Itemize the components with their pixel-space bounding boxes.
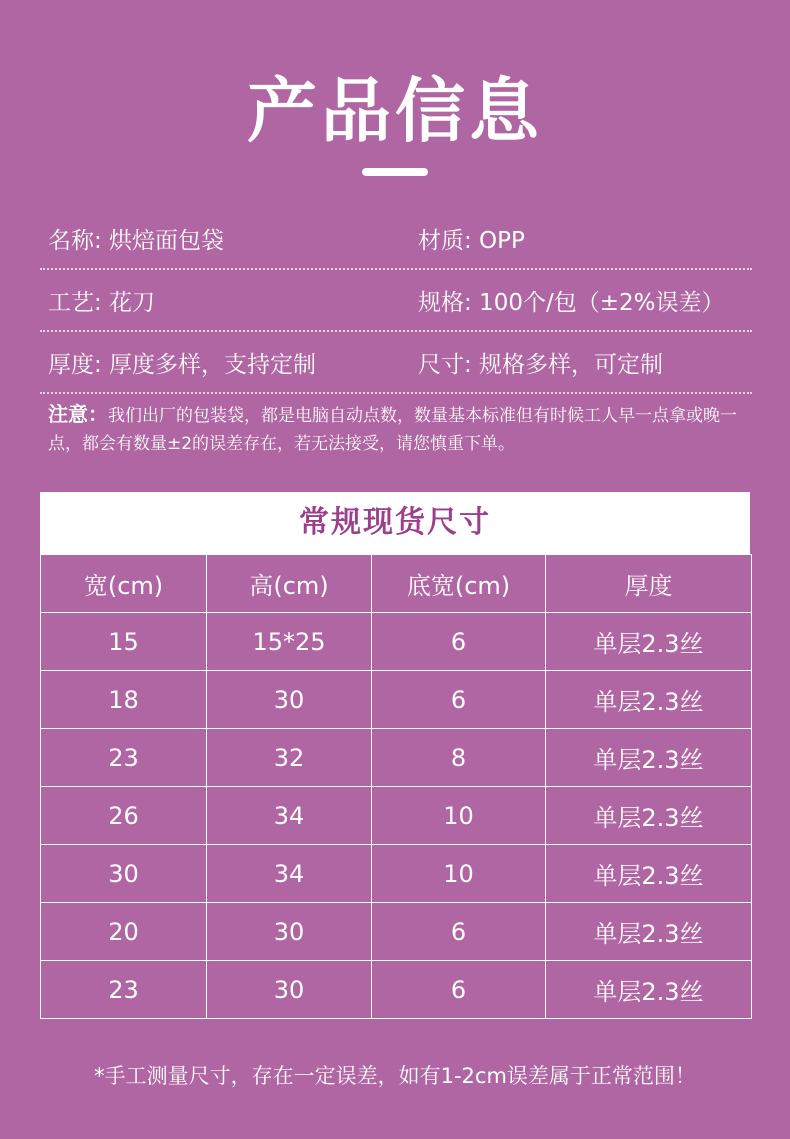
info-spec: 规格: 100个/包（±2%误差） [418,289,725,316]
table-row [41,787,752,845]
table-cell: 单层2.3丝 [546,671,752,729]
info-row [40,332,752,394]
table-row [41,613,752,671]
table-cell: 34 [207,787,372,845]
table-cell: 23 [41,729,207,787]
table-cell: 单层2.3丝 [546,903,752,961]
column-header-height: 高(cm) [207,555,372,613]
table-row [41,961,752,1019]
table-cell: 单层2.3丝 [546,787,752,845]
info-row [40,270,752,332]
size-table-title: 常规现货尺寸 [40,492,750,554]
info-row [40,208,752,270]
table-cell: 20 [41,903,207,961]
size-table-section [40,492,750,1019]
table-cell: 32 [207,729,372,787]
table-cell: 30 [41,845,207,903]
table-cell: 30 [207,903,372,961]
info-thickness: 厚度: 厚度多样，支持定制 [48,351,317,378]
table-cell: 单层2.3丝 [546,961,752,1019]
table-cell: 6 [372,671,546,729]
table-row [41,729,752,787]
info-craft: 工艺: 花刀 [48,289,156,316]
table-cell: 15*25 [207,613,372,671]
table-row [41,671,752,729]
table-cell: 单层2.3丝 [546,613,752,671]
table-cell: 单层2.3丝 [546,845,752,903]
table-cell: 6 [372,961,546,1019]
table-cell: 18 [41,671,207,729]
notice-text: 我们出厂的包装袋，都是电脑自动点数，数量基本标准但有时候工人早一点拿或晚一点，都会有数量±2的误差存在，若无法接受，请您慎重下单。 [48,406,737,454]
table-row [41,903,752,961]
notice-label: 注意： [48,402,108,426]
table-cell: 23 [41,961,207,1019]
notice [48,400,752,458]
table-row [41,845,752,903]
title-underline [362,168,428,176]
column-header-bottom-width: 底宽(cm) [372,555,546,613]
table-cell: 10 [372,845,546,903]
info-size: 尺寸: 规格多样，可定制 [418,351,664,378]
size-table [40,554,752,1019]
info-name: 名称: 烘焙面包袋 [48,227,225,254]
page-title: 产品信息 [247,70,543,152]
product-info-list [40,208,752,394]
table-cell: 10 [372,787,546,845]
column-header-width: 宽(cm) [41,555,207,613]
table-cell: 6 [372,903,546,961]
table-cell: 6 [372,613,546,671]
measurement-disclaimer: *手工测量尺寸，存在一定误差，如有1-2cm误差属于正常范围！ [94,1064,696,1088]
table-cell: 30 [207,961,372,1019]
table-cell: 15 [41,613,207,671]
table-cell: 8 [372,729,546,787]
table-header-row [41,555,752,613]
info-material: 材质: OPP [418,227,525,254]
column-header-thickness: 厚度 [546,555,752,613]
table-cell: 30 [207,671,372,729]
table-cell: 34 [207,845,372,903]
table-cell: 26 [41,787,207,845]
table-cell: 单层2.3丝 [546,729,752,787]
